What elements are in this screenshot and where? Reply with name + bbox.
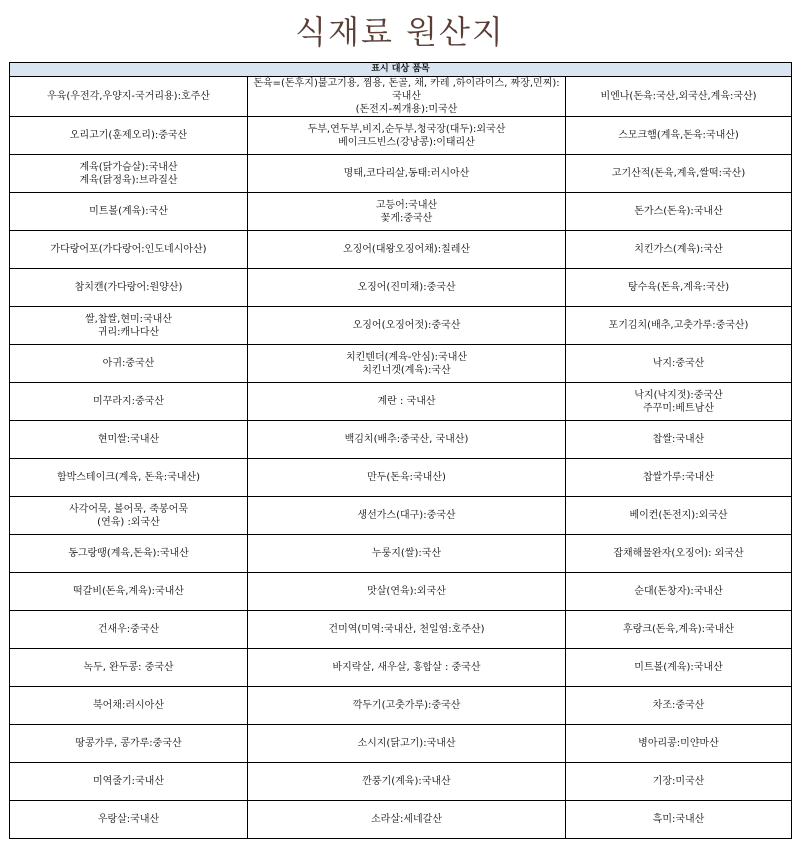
cell-text: 녹두, 완두콩: 중국산: [83, 662, 174, 673]
cell-text: 포기김치(배추,고춧가루:중국산): [608, 320, 749, 331]
table-cell: [248, 231, 566, 269]
table-cell: [566, 535, 792, 573]
table-cell: [566, 763, 792, 801]
cell-text: 쌀,찹쌀,현미:국내산: [84, 313, 172, 325]
table-row: [10, 231, 792, 269]
cell-text: 돈육=(돈후지)불고기용, 찜용, 돈골, 채, 카레 ,하이라이스, 짜장,민찌):국내산: [253, 78, 560, 102]
table-cell: [10, 77, 248, 117]
cell-text: 후랑크(돈육,계육):국내산: [623, 624, 734, 635]
cell-text: 치킨너겟(계육):국산: [362, 364, 451, 376]
cell-text: 오징어(오징어젓):중국산: [352, 320, 461, 331]
table-cell: [248, 155, 566, 193]
cell-text: 잡채해물완자(오징어): 외국산: [613, 548, 744, 559]
table-cell: [566, 231, 792, 269]
cell-text: 귀리:캐나다산: [97, 326, 160, 338]
table-cell: [566, 687, 792, 725]
cell-text: 탕수육(돈육,계육:국산): [627, 282, 730, 293]
cell-text: 아귀:중국산: [102, 358, 155, 369]
table-cell: [248, 421, 566, 459]
table-cell: [10, 725, 248, 763]
table-header: 표시 대상 품목: [10, 63, 792, 77]
table-cell: [10, 573, 248, 611]
cell-text: 소시지(닭고기):국내산: [357, 738, 456, 749]
table-cell: [248, 193, 566, 231]
table-row: [10, 535, 792, 573]
cell-text: 가다랑어포(가다랑어:인도네시아산): [50, 244, 207, 255]
cell-text: 깍두기(고춧가루):중국산: [352, 700, 461, 711]
cell-text: 미꾸라지:중국산: [93, 396, 164, 407]
table-row: [10, 155, 792, 193]
page-title: 식재료 원산지: [295, 13, 505, 51]
table-cell: [10, 383, 248, 421]
table-cell: [566, 383, 792, 421]
table-cell: [248, 725, 566, 763]
table-row: [10, 611, 792, 649]
cell-text: 돈가스(돈육):국내산: [634, 206, 723, 217]
table-cell: [248, 383, 566, 421]
table-cell: [10, 801, 248, 839]
cell-text: 고등어:국내산: [375, 199, 438, 211]
table-cell: [10, 535, 248, 573]
cell-text: (연육) :외국산: [97, 516, 160, 528]
table-cell: [566, 269, 792, 307]
table-cell: [566, 573, 792, 611]
table-cell: [248, 687, 566, 725]
cell-text: 생선가스(대구):중국산: [357, 510, 456, 521]
cell-text: (돈전지-찌개용):미국산: [355, 104, 458, 115]
table-cell: [10, 155, 248, 193]
cell-text: 동그랑땡(계육,돈육):국내산: [68, 548, 189, 559]
table-row: [10, 77, 792, 117]
table-cell: [248, 573, 566, 611]
table-cell: [10, 763, 248, 801]
table-cell: [248, 77, 566, 117]
cell-text: 낙지:중국산: [652, 358, 705, 369]
table-row: [10, 725, 792, 763]
cell-text: 만두(돈육:국내산): [367, 472, 446, 483]
table-row: [10, 307, 792, 345]
table-cell: [10, 687, 248, 725]
table-cell: [10, 193, 248, 231]
table-cell: [566, 611, 792, 649]
table-row: [10, 763, 792, 801]
cell-text: 맛살(연육):외국산: [367, 586, 446, 597]
cell-text: 스모크햄(계육,돈육:국내산): [618, 130, 739, 141]
cell-text: 계육(닭정육):브라질산: [79, 174, 178, 186]
cell-text: 치킨가스(계육):국산: [634, 244, 723, 255]
cell-text: 우육(우전각,우양지-국거리용):호주산: [47, 91, 210, 102]
table-body: [10, 77, 792, 839]
table-cell: [10, 421, 248, 459]
cell-text: 함박스테이크(계육, 돈육:국내산): [56, 472, 201, 483]
table-cell: [566, 155, 792, 193]
table-row: [10, 573, 792, 611]
cell-text: 명태,코다리살,동태:러시아산: [343, 168, 470, 179]
table-cell: [566, 193, 792, 231]
cell-text: 계육(닭가슴살):국내산: [79, 161, 178, 173]
cell-text: 흑미:국내산: [652, 814, 705, 825]
cell-text: 베이크드빈스(강낭콩):이태리산: [338, 136, 475, 148]
cell-text: 깐풍기(계육):국내산: [362, 776, 451, 787]
table-cell: [248, 535, 566, 573]
cell-text: 기장:미국산: [652, 776, 705, 787]
cell-text: 치킨텐더(계육-안심):국내산: [345, 351, 468, 363]
cell-text: 건새우:중국산: [97, 624, 160, 635]
table-row: [10, 117, 792, 155]
cell-text: 건미역(미역:국내산, 천일염:호주산): [328, 624, 485, 635]
origin-table: [9, 62, 792, 839]
table-cell: [10, 345, 248, 383]
table-row: [10, 497, 792, 535]
cell-text: 계란 : 국내산: [377, 396, 436, 407]
cell-text: 차조:중국산: [652, 700, 705, 711]
cell-text: 우랑살:국내산: [97, 814, 160, 825]
table-cell: [248, 763, 566, 801]
cell-text: 찹쌀:국내산: [652, 434, 705, 445]
table-cell: [566, 649, 792, 687]
table-row: [10, 649, 792, 687]
cell-text: 현미쌀:국내산: [97, 434, 160, 445]
table-cell: [566, 725, 792, 763]
cell-text: 낙지(낙지젓):중국산: [634, 389, 723, 401]
table-cell: [10, 497, 248, 535]
table-cell: [248, 117, 566, 155]
cell-text: 오리고기(훈제오리):중국산: [69, 130, 188, 141]
table-row: [10, 687, 792, 725]
table-cell: [566, 421, 792, 459]
table-cell: [248, 307, 566, 345]
table-row: [10, 193, 792, 231]
table-cell: [10, 459, 248, 497]
table-cell: [248, 497, 566, 535]
cell-text: 주꾸미:베트남산: [643, 402, 714, 414]
table-row: [10, 269, 792, 307]
cell-text: 찹쌀가루:국내산: [643, 472, 714, 483]
table-cell: [566, 77, 792, 117]
cell-text: 떡갈비(돈육,계육):국내산: [73, 586, 184, 597]
table-row: [10, 801, 792, 839]
cell-text: 꽃게:중국산: [380, 212, 433, 224]
cell-text: 미역줄기:국내산: [93, 776, 164, 787]
table-row: [10, 345, 792, 383]
table-cell: [10, 269, 248, 307]
cell-text: 고기산적(돈육,계육,쌀떡:국산): [611, 168, 746, 179]
table-cell: [566, 117, 792, 155]
table-row: [10, 421, 792, 459]
cell-text: 비엔나(돈육:국산,외국산,계육:국산): [600, 91, 757, 102]
table-cell: [10, 611, 248, 649]
cell-text: 백김치(배추:중국산, 국내산): [344, 434, 469, 445]
table-cell: [10, 231, 248, 269]
cell-text: 소라살:세네갈산: [371, 814, 442, 825]
table-cell: [248, 611, 566, 649]
cell-text: 순대(돈창자):국내산: [634, 586, 723, 597]
table-cell: [10, 649, 248, 687]
cell-text: 사각어묵, 볼어묵, 죽봉어묵: [69, 503, 188, 515]
table-cell: [248, 649, 566, 687]
table-row: [10, 459, 792, 497]
table-cell: [566, 497, 792, 535]
cell-text: 미트볼(계육):국산: [89, 206, 168, 217]
table-cell: [248, 269, 566, 307]
cell-text: 누룽지(쌀):국산: [371, 548, 442, 559]
cell-text: 오징어(진미채):중국산: [357, 282, 456, 293]
cell-text: 바지락살, 새우살, 홍합살 : 중국산: [332, 662, 481, 673]
cell-text: 오징어(대왕오징어채):칠레산: [342, 244, 471, 255]
cell-text: 두부,연두부,비지,순두부,청국장(대두):외국산: [307, 123, 506, 135]
table-header-row: [10, 63, 792, 77]
cell-text: 베이컨(돈전지):외국산: [629, 510, 728, 521]
table-cell: [10, 307, 248, 345]
cell-text: 북어채:러시아산: [93, 700, 164, 711]
cell-text: 참치캔(가다랑어:원양산): [74, 282, 183, 293]
cell-text: 병아리콩:미얀마산: [638, 738, 719, 749]
table-row: [10, 383, 792, 421]
table-cell: [566, 801, 792, 839]
cell-text: 미트볼(계육):국내산: [634, 662, 723, 673]
table-cell: [248, 345, 566, 383]
table-cell: [566, 459, 792, 497]
table-cell: [566, 345, 792, 383]
table-cell: [248, 459, 566, 497]
table-cell: [248, 801, 566, 839]
table-cell: [10, 117, 248, 155]
table-cell: [566, 307, 792, 345]
cell-text: 땅콩가루, 콩가루:중국산: [75, 738, 182, 749]
